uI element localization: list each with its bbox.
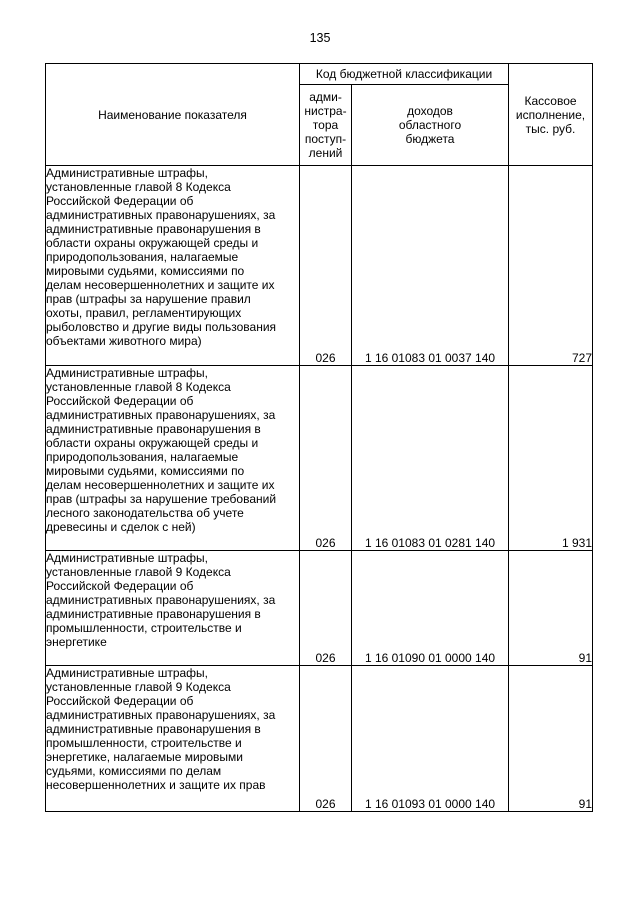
row-amount-cell: 91	[509, 666, 593, 812]
column-header-revenue-text: доходов областного бюджета	[398, 104, 462, 146]
row-name-cell: Административные штрафы, установленные главой 8 Кодекса Российской Федерации об административных правонарушениях, за административные правонарушения в области охраны окружающей среды и природопользования, налагаемые мировыми судьями, комиссиями по делам несовершеннолетних и защите их прав (штрафы за нарушение правил охоты, правил, регламентирующих рыболовство и другие виды пользования объектами животного мира)	[46, 166, 300, 366]
column-header-name-text: Наименование показателя	[98, 107, 247, 122]
row-revenue-code-cell: 1 16 01093 01 0000 140	[352, 666, 509, 812]
row-name-cell: Административные штрафы, установленные главой 9 Кодекса Российской Федерации об административных правонарушениях, за административные правонарушения в промышленности, строительстве и энергетике, налагаемые мировыми судьями, комиссиями по делам несовершеннолетних и защите их прав	[46, 666, 300, 812]
table-row	[46, 366, 593, 551]
row-admin-code-cell: 026	[300, 666, 352, 812]
table-row	[46, 666, 593, 812]
column-header-revenue-code	[352, 85, 509, 166]
table-row	[46, 551, 593, 666]
column-header-amount-text: Кассовое исполнение, тыс. руб.	[515, 93, 586, 136]
row-name-cell: Административные штрафы, установленные главой 9 Кодекса Российской Федерации об административных правонарушениях, за административные правонарушения в промышленности, строительстве и энергетике	[46, 551, 300, 666]
column-header-admin	[300, 85, 352, 166]
column-header-amount	[509, 64, 593, 166]
row-revenue-code-cell: 1 16 01090 01 0000 140	[352, 551, 509, 666]
row-admin-code-cell: 026	[300, 366, 352, 551]
row-revenue-code-cell: 1 16 01083 01 0281 140	[352, 366, 509, 551]
row-amount-cell: 91	[509, 551, 593, 666]
column-header-admin-text: адми- нистра- тора поступ- лений	[304, 90, 347, 160]
row-revenue-code-cell: 1 16 01083 01 0037 140	[352, 166, 509, 366]
row-admin-code-cell: 026	[300, 551, 352, 666]
column-group-header-classification	[300, 64, 509, 85]
row-name-cell: Административные штрафы, установленные главой 8 Кодекса Российской Федерации об административных правонарушениях, за административные правонарушения в области охраны окружающей среды и природопользования, налагаемые мировыми судьями, комиссиями по делам несовершеннолетних и защите их прав (штрафы за нарушение требований лесного законодательства об учете древесины и сделок с ней)	[46, 366, 300, 551]
page-number: 135	[309, 31, 331, 45]
column-header-name	[46, 64, 300, 166]
column-group-header-text: Код бюджетной классификации	[315, 67, 493, 81]
row-amount-cell: 1 931	[509, 366, 593, 551]
table-row	[46, 166, 593, 366]
row-amount-cell: 727	[509, 166, 593, 366]
row-admin-code-cell: 026	[300, 166, 352, 366]
budget-revenue-table	[45, 63, 593, 812]
